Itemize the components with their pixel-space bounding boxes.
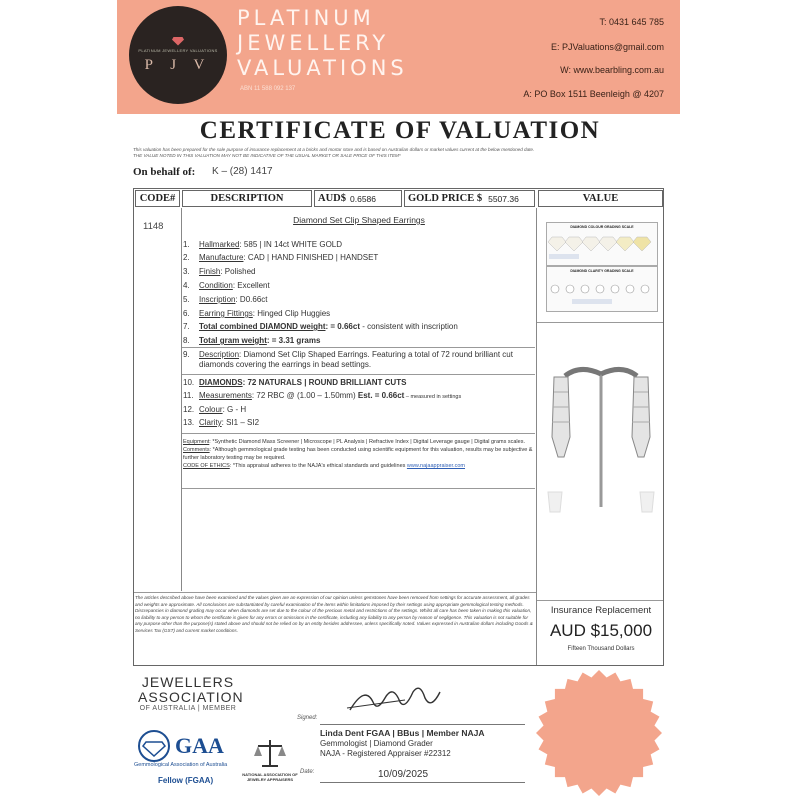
contact-email: E: PJValuations@gmail.com xyxy=(550,42,664,52)
list-item: 10. DIAMONDS: 72 NATURALS | ROUND BRILLIANT CUTS xyxy=(183,378,407,387)
value: : CAD | HAND FINISHED | HANDSET xyxy=(243,253,379,262)
equipment-text: : *Synthetic Diamond Mass Screener | Microscope | PL Analysis | Refractive Index | Digital Leverage gauge | Digital grams scales. xyxy=(209,439,525,445)
row-divider xyxy=(537,322,663,323)
gem-icon xyxy=(172,37,184,46)
naja-link[interactable]: www.najaappraiser.com xyxy=(406,463,466,469)
aud-value: 0.6586 xyxy=(350,193,376,204)
label: Condition xyxy=(199,281,233,290)
list-item: 9. Description: Diamond Set Clip Shaped Earrings. Featuring a total of 72 round brilliant cut diamonds covering the earrings in bead settings. xyxy=(183,350,513,369)
insurance-label: Insurance Replacement xyxy=(550,605,652,616)
brand-line-1: PLATINUM xyxy=(237,6,375,30)
ja-line-1: JEWELLERS xyxy=(141,674,235,690)
logo-initials: P J V xyxy=(144,56,212,73)
list-item: 7. Total combined DIAMOND weight: = 0.66ct - consistent with inscription xyxy=(183,322,458,331)
value: : 72 RBC @ (1.00 – 1.50mm) xyxy=(251,391,356,400)
abn: ABN 11 588 092 137 xyxy=(240,86,296,92)
item-code: 1148 xyxy=(143,221,164,232)
value: : 72 NATURALS | ROUND BRILLIANT CUTS xyxy=(242,378,407,387)
clarity-scale-title: DIAMOND CLARITY GRADING SCALE xyxy=(570,269,634,273)
label: Finish xyxy=(199,267,221,276)
note: - consistent with inscription xyxy=(359,322,458,331)
earrings-photo xyxy=(540,362,662,522)
list-item: 12. Colour: G - H xyxy=(183,405,247,414)
estimate: Est. = 0.66ct xyxy=(355,391,405,400)
logo-text: PLATINUM JEWELLERY VALUATIONS xyxy=(138,47,218,53)
label: Manufacture xyxy=(199,253,244,262)
row-divider xyxy=(182,488,535,489)
signer-registration: NAJA - Registered Appraiser #22312 xyxy=(320,748,451,758)
list-item: 3. Finish: Polished xyxy=(183,267,256,276)
ethics-label: CODE OF ETHICS xyxy=(183,463,230,469)
value: : = 0.66ct xyxy=(325,322,360,331)
list-item: 5. Inscription: D0.66ct xyxy=(183,295,268,304)
header-value: VALUE xyxy=(538,190,663,207)
column-divider xyxy=(181,208,182,591)
jewellers-association-logo xyxy=(138,674,244,705)
label: Description xyxy=(199,350,240,359)
header-code: CODE# xyxy=(135,190,180,207)
seal-sticker xyxy=(536,670,662,796)
company-logo xyxy=(129,6,227,104)
behalf-label: On behalf of: xyxy=(133,166,196,178)
gaa-name: Gemmological Association of Australia xyxy=(134,762,228,768)
list-item: 4. Condition: Excellent xyxy=(183,281,270,290)
list-item: 1. Hallmarked: 585 | IN 14ct WHITE GOLD xyxy=(183,240,343,249)
ja-line-2: ASSOCIATION xyxy=(138,689,244,705)
row-divider xyxy=(182,374,535,375)
signer-details xyxy=(320,739,451,758)
row-divider xyxy=(134,592,536,593)
signer-name: Linda Dent FGAA | BBus | Member NAJA xyxy=(320,728,485,738)
gold-label: GOLD PRICE $ xyxy=(408,193,483,204)
signature-line xyxy=(320,724,525,725)
label: Total gram weight xyxy=(199,336,267,345)
contact-web: W: www.bearbling.com.au xyxy=(560,65,664,75)
ethics-text: : *This appraisal adheres to the NAJA's ethical standards and guidelines xyxy=(229,463,407,469)
page-title: CERTIFICATE OF VALUATION xyxy=(199,117,601,144)
colour-grading-chart xyxy=(546,222,658,266)
fine-print: The articles described above have been examined and the values given are an expression of our opinion unless gemstones have been removed from settings for accurate assessment, all grades and weights are approximate. All conclusions are substantiated by careful examination of the items within limitations imposed by their settings using appropriate gemmological testing methods. Discrepancies in diamond grading may occur when diamonds are set due to the colour of the precious metal and restrictions of the settings. Whilst all care has been taken in making this valuation, no liability to any person to whom the certificate is given for any errors or omissions in the certificate, including any liability to any person by reason of negligence. This valuation is not suitable for any purpose other than the purpose(s) stated above and should not be relied on by an entity besides addressee, unless specifically noted. Values expressed in Australian dollars including Goods & Services Tax (GST) and current market conditions. xyxy=(135,595,533,633)
clarity-scale-gems xyxy=(547,273,657,309)
row-divider xyxy=(537,600,663,601)
row-divider xyxy=(182,347,535,348)
label: Clarity xyxy=(199,418,222,427)
header-aud xyxy=(314,190,402,207)
list-item: 11. Measurements: 72 RBC @ (1.00 – 1.50mm) Est. = 0.66ct – measured in settings xyxy=(183,391,462,400)
value: : SI1 – SI2 xyxy=(221,418,260,427)
value: : 585 | IN 14ct WHITE GOLD xyxy=(239,240,343,249)
insurance-value: AUD $15,000 xyxy=(549,621,653,640)
value: : Diamond Set Clip Shaped Earrings. Featuring a total of 72 round brilliant cut diamonds covering the earrings in bead settings. xyxy=(199,350,513,369)
header-description: DESCRIPTION xyxy=(182,190,312,207)
label: Measurements xyxy=(199,391,252,400)
label: Inscription xyxy=(199,295,236,304)
scales-icon xyxy=(252,736,288,770)
gaa-logo: GAA xyxy=(175,733,224,758)
diamond-icon xyxy=(136,730,172,762)
gold-value: 5507.36 xyxy=(488,193,519,204)
note: – measured in settings xyxy=(404,394,462,400)
list-item: 8. Total gram weight: = 3.31 grams xyxy=(183,336,321,345)
label: Hallmarked xyxy=(199,240,240,249)
colour-scale-gems xyxy=(547,229,657,263)
brand-line-2: JEWELLERY xyxy=(237,31,390,55)
date-label: Date: xyxy=(300,769,315,775)
ja-member: OF AUSTRALIA | MEMBER xyxy=(139,705,237,712)
row-divider xyxy=(182,433,535,434)
disclaimer xyxy=(133,147,665,159)
label: DIAMONDS xyxy=(199,378,243,387)
comments-label: Comments xyxy=(183,447,210,453)
value: : = 3.31 grams xyxy=(266,336,321,345)
comments-text: : *Although gemmological grade testing has been conducted using scientific equipment for this valuation, results may be subjective & further laboratory testing may be required. xyxy=(183,447,533,461)
list-item: 2. Manufacture: CAD | HAND FINISHED | HANDSET xyxy=(183,253,379,262)
brand-name xyxy=(237,6,408,81)
contact-address: A: PO Box 1511 Beenleigh @ 4207 xyxy=(523,89,664,99)
behalf-value: K – (28) 1417 xyxy=(212,166,273,177)
disclaimer-text: This valuation has been prepared for the sale purpose of insurance replacement at a bricks and mortar store and is based on Australian dollars or market values current at the below mentioned date. xyxy=(133,147,535,152)
header-gold xyxy=(404,190,535,207)
notes-block xyxy=(183,438,533,470)
value: : Excellent xyxy=(232,281,270,290)
insurance-words: Fifteen Thousand Dollars xyxy=(567,646,635,652)
signer-role: Gemmologist | Diamond Grader xyxy=(320,739,433,748)
value: : D0.66ct xyxy=(235,295,268,304)
brand-line-3: VALUATIONS xyxy=(237,56,408,80)
contact-phone: T: 0431 645 785 xyxy=(599,17,664,27)
naja-logo: NATIONAL ASSOCIATION OF JEWELRY APPRAISERS xyxy=(242,772,298,782)
value: : Hinged Clip Huggies xyxy=(252,309,331,318)
equipment-label: Equipment xyxy=(183,439,210,445)
signature xyxy=(345,680,455,720)
list-item: 6. Earring Fittings: Hinged Clip Huggies xyxy=(183,309,331,318)
value: : Polished xyxy=(220,267,256,276)
column-divider xyxy=(536,208,537,665)
disclaimer-caps: THE VALUE NOTED IN THIS VALUATION MAY NOT BE INDICATIVE OF THE USUAL MARKET OR SALE PRICE OF THIS ITEM* xyxy=(133,153,401,158)
label: Colour xyxy=(199,405,223,414)
list-item: 13. Clarity: SI1 – SI2 xyxy=(183,418,260,427)
signed-label: Signed: xyxy=(297,715,318,721)
label: Total combined DIAMOND weight xyxy=(199,322,326,331)
aud-label: AUD$ xyxy=(318,193,346,204)
item-title: Diamond Set Clip Shaped Earrings xyxy=(293,215,425,225)
value: : G - H xyxy=(222,405,247,414)
clarity-grading-chart xyxy=(546,266,658,312)
label: Earring Fittings xyxy=(199,309,253,318)
fellow-badge: Fellow (FGAA) xyxy=(158,776,214,785)
colour-scale-title: DIAMOND COLOUR GRADING SCALE xyxy=(570,225,634,229)
date-value: 10/09/2025 xyxy=(378,769,429,780)
date-line xyxy=(320,782,525,783)
